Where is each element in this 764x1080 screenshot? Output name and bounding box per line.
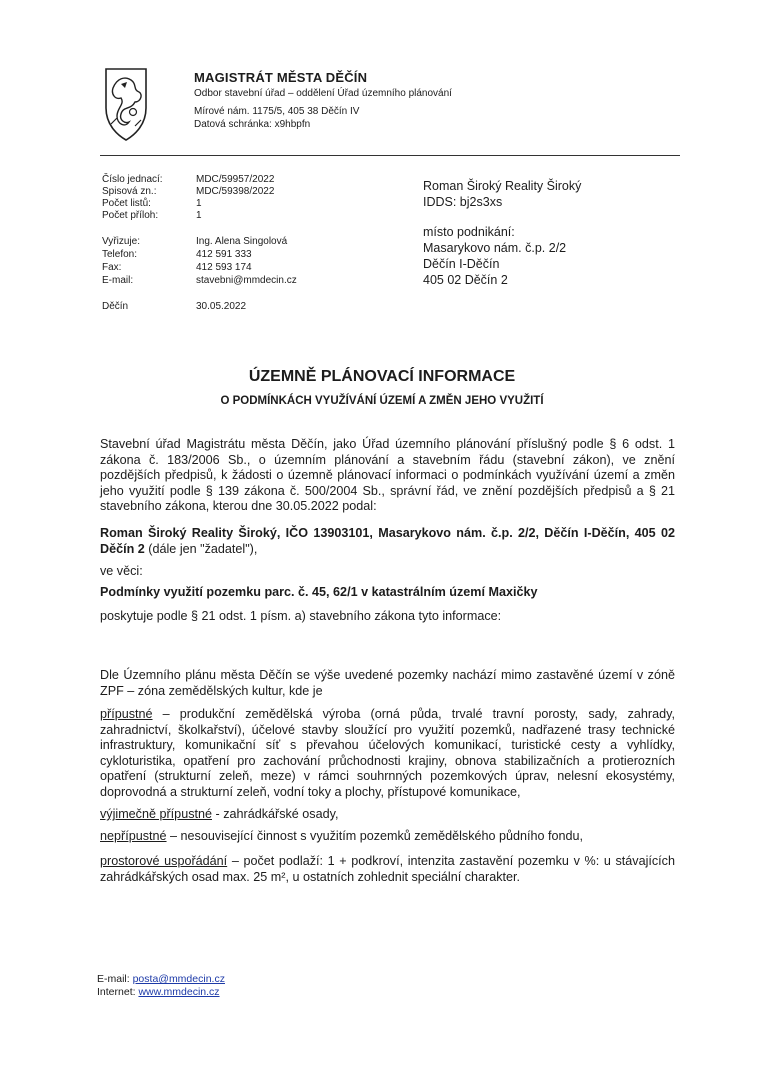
meta-label-phone: Telefon: xyxy=(102,249,138,260)
meta-value-phone: 412 591 333 xyxy=(196,249,252,260)
prostorove-label: prostorové uspořádání xyxy=(100,854,228,868)
meta-value-attachment-count: 1 xyxy=(196,210,202,221)
meta-label-sheet-count: Počet listů: xyxy=(102,198,151,209)
document-subtitle: O PODMÍNKÁCH VYUŽÍVÁNÍ ÚZEMÍ A ZMĚN JEHO VYUŽITÍ xyxy=(220,395,544,407)
recipient-idds: IDDS: bj2s3xs xyxy=(423,195,503,209)
pripustne-text: – produkční zemědělská výroba (orná půda, trvalé travní porosty, sady, zahrady, zahradnictví, školkařství), účelové stavby sloužící pro využití pozemků, nadřazené trasy technické infrastruktury, komunikační síť s převahou účelových komunikací, turistické cesty a vyhlídky, cykloturistika, opatření pro zachování průchodnosti krajiny, obnova stabilizačních a protierozních opatření (strukturní zeleň, meze) v rámci souhrnných pozemkových úprav, nelesní ekosystémy, doprovodná a strukturní zeleň, vodní toky a plochy, přístupové komunikace, xyxy=(100,707,675,799)
footer-email-line xyxy=(97,973,225,985)
applicant-bold: Roman Široký Reality Široký, IČO 13903101, Masarykovo nám. č.p. 2/2, Děčín I-Děčín, 405 02 Děčín 2 xyxy=(100,526,675,556)
meta-value-handled-by: Ing. Alena Singolová xyxy=(196,236,288,247)
meta-label-attachment-count: Počet příloh: xyxy=(102,210,159,221)
recipient-street: Masarykovo nám. č.p. 2/2 xyxy=(423,241,567,255)
meta-value-fax: 412 593 174 xyxy=(196,262,252,273)
meta-label-handled-by: Vyřizuje: xyxy=(102,236,140,247)
org-name: MAGISTRÁT MĚSTA DĚČÍN xyxy=(194,70,368,85)
pripustne-paragraph xyxy=(100,707,675,800)
applicant-paragraph xyxy=(100,526,675,557)
city-crest-logo xyxy=(103,66,149,142)
meta-label-place: Děčín xyxy=(102,301,129,312)
meta-value-date: 30.05.2022 xyxy=(196,301,247,312)
prostorove-text: – počet podlaží: 1 + podkroví, intenzita zastavění pozemku v %: u stávajících zahrádkářských osad max. 25 m², u ostatních zohlednit speciální charakter. xyxy=(100,854,675,884)
plan-paragraph xyxy=(100,668,675,699)
department: Odbor stavební úřad – oddělení Úřad územního plánování xyxy=(194,88,452,99)
meta-label-email: E-mail: xyxy=(102,275,134,286)
vyjimecne-paragraph xyxy=(100,807,675,823)
org-address: Mírové nám. 1175/5, 405 38 Děčín IV xyxy=(194,106,360,117)
nepripustne-label: nepřípustné xyxy=(100,829,167,843)
footer-email-link[interactable]: posta@mmdecin.cz xyxy=(132,973,225,985)
footer-internet-line xyxy=(97,986,220,998)
recipient-city: Děčín I-Děčín xyxy=(423,257,500,271)
meta-label-file-ref: Spisová zn.: xyxy=(102,186,157,197)
intro-text: Stavební úřad Magistrátu města Děčín, jako Úřad územního plánování příslušný podle § 6 odst. 1 zákona č. 183/2006 Sb., o územním plánování a stavebním řádu (stavební zákon), ve znění pozdějších předpisů, k žádosti o územně plánovací informaci o podmínkách využívání území a změn jeho využití podle § 139 zákona č. 500/2004 Sb., správní řád, ve znění pozdějších předpisů a § 21 stavebního zákona, kterou dne 30.05.2022 podal: xyxy=(100,437,675,513)
meta-label-fax: Fax: xyxy=(102,262,122,273)
recipient-place-label: místo podnikání: xyxy=(423,225,515,239)
data-box: Datová schránka: x9hbpfn xyxy=(194,119,311,130)
subject-line: Podmínky využití pozemku parc. č. 45, 62/1 v katastrálním území Maxičky xyxy=(100,585,538,599)
meta-value-email: stavebni@mmdecin.cz xyxy=(196,275,297,286)
meta-label-ref-number: Číslo jednací: xyxy=(102,174,163,185)
footer-internet-label: Internet: xyxy=(97,986,139,998)
plan-text: Dle Územního plánu města Děčín se výše uvedené pozemky nachází mimo zastavěné území v zóně ZPF – zóna zemědělských kultur, kde je xyxy=(100,668,675,698)
document-title: ÚZEMNĚ PLÁNOVACÍ INFORMACE xyxy=(248,368,516,385)
meta-value-ref-number: MDC/59957/2022 xyxy=(196,174,275,185)
prostorove-paragraph xyxy=(100,854,675,885)
intro-paragraph xyxy=(100,437,675,515)
meta-value-file-ref: MDC/59398/2022 xyxy=(196,186,275,197)
meta-value-sheet-count: 1 xyxy=(196,198,202,209)
header-divider xyxy=(100,155,680,156)
recipient-name: Roman Široký Reality Široký xyxy=(423,179,582,193)
nepripustne-paragraph xyxy=(100,829,675,845)
vyjimecne-text: - zahrádkářské osady, xyxy=(212,807,339,821)
pripustne-label: přípustné xyxy=(100,707,153,721)
footer-internet-link[interactable]: www.mmdecin.cz xyxy=(138,986,220,998)
recipient-zip-city: 405 02 Děčín 2 xyxy=(423,273,508,287)
provides-line: poskytuje podle § 21 odst. 1 písm. a) stavebního zákona tyto informace: xyxy=(100,609,502,623)
nepripustne-text: – nesouvisející činnost s využitím pozemků zemědělského půdního fondu, xyxy=(166,829,584,843)
vyjimecne-label: výjimečně přípustné xyxy=(100,807,212,821)
applicant-rest: (dále jen "žadatel"), xyxy=(144,541,258,556)
footer-email-label: E-mail: xyxy=(97,973,133,985)
ve-veci-label: ve věci: xyxy=(100,564,143,578)
